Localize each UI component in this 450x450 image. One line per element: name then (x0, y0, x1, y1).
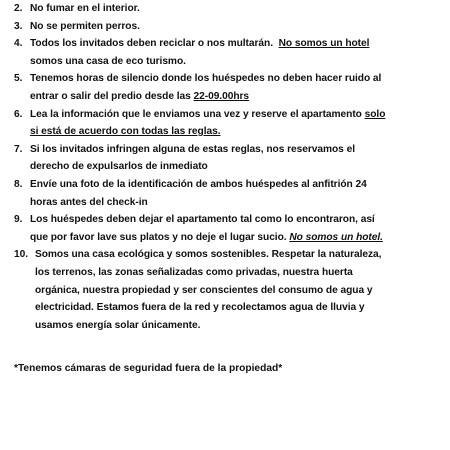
rule-text: entrar o salir del predio desde las (30, 90, 194, 102)
rule-text: orgánica, nuestra propiedad y ser conscientes del consumo de agua y (35, 284, 373, 296)
rule-emphasis: No somos un hotel (278, 38, 370, 50)
rule-text: Los huéspedes deben dejar el apartamento tal como lo encontraron, así (30, 214, 375, 226)
rule-4 (14, 35, 414, 70)
rule-text: somos una casa de eco turismo. (30, 55, 186, 67)
rule-2 (14, 0, 414, 18)
rule-text: Todos los invitados deben reciclar o nos multarán. (30, 38, 273, 50)
rule-emphasis: solo (364, 108, 386, 120)
rule-text: derecho de expulsarlos de inmediato (30, 161, 208, 173)
security-camera-note: *Tenemos cámaras de seguridad fuera de la propiedad* (14, 363, 283, 374)
rule-text: Lea la información que le enviamos una vez y reserve el apartamento (30, 108, 365, 120)
rule-text: No se permiten perros. (30, 20, 140, 32)
rule-number: 9. (14, 214, 23, 226)
rule-text: horas antes del check-in (30, 196, 148, 208)
rule-number: 6. (14, 108, 23, 120)
rule-number: 2. (14, 3, 23, 14)
rule-number: 4. (14, 38, 23, 50)
rule-emphasis: 22-09.00hrs (193, 90, 250, 102)
rule-text: Envíe una foto de la identificación de ambos huéspedes al anfitrión 24 (30, 178, 367, 190)
rule-3 (14, 18, 414, 36)
rule-number: 8. (14, 178, 23, 190)
rule-text: usamos energía solar únicamente. (35, 319, 201, 331)
rule-number: 10. (14, 249, 29, 261)
rule-emphasis: No somos un hotel. (289, 231, 383, 243)
rule-text: los terrenos, las zonas señalizadas como privadas, nuestra huerta (35, 266, 353, 278)
rule-number: 7. (14, 143, 23, 155)
rule-9 (14, 211, 414, 246)
rule-7 (14, 141, 414, 176)
rule-number: 3. (14, 20, 23, 32)
rule-5 (14, 70, 414, 105)
rule-6 (14, 106, 414, 141)
rule-text: Tenemos horas de silencio donde los huéspedes no deben hacer ruido al (30, 73, 382, 85)
house-rules-list (14, 0, 414, 334)
rule-text: electricidad. Estamos fuera de la red y recolectamos agua de lluvia y (35, 302, 365, 314)
rule-text: Si los invitados infringen alguna de estas reglas, nos reservamos el (30, 143, 355, 155)
rule-text: que por favor lave sus platos y no deje el lugar sucio. (30, 231, 290, 243)
rule-text: Somos una casa ecológica y somos sostenibles. Respetar la naturaleza, (35, 249, 382, 261)
rule-text: No fumar en el interior. (30, 3, 140, 14)
rule-8 (14, 176, 414, 211)
rule-number: 5. (14, 73, 23, 85)
rule-emphasis: si está de acuerdo con todas las reglas. (30, 126, 221, 138)
rule-10 (14, 246, 414, 334)
